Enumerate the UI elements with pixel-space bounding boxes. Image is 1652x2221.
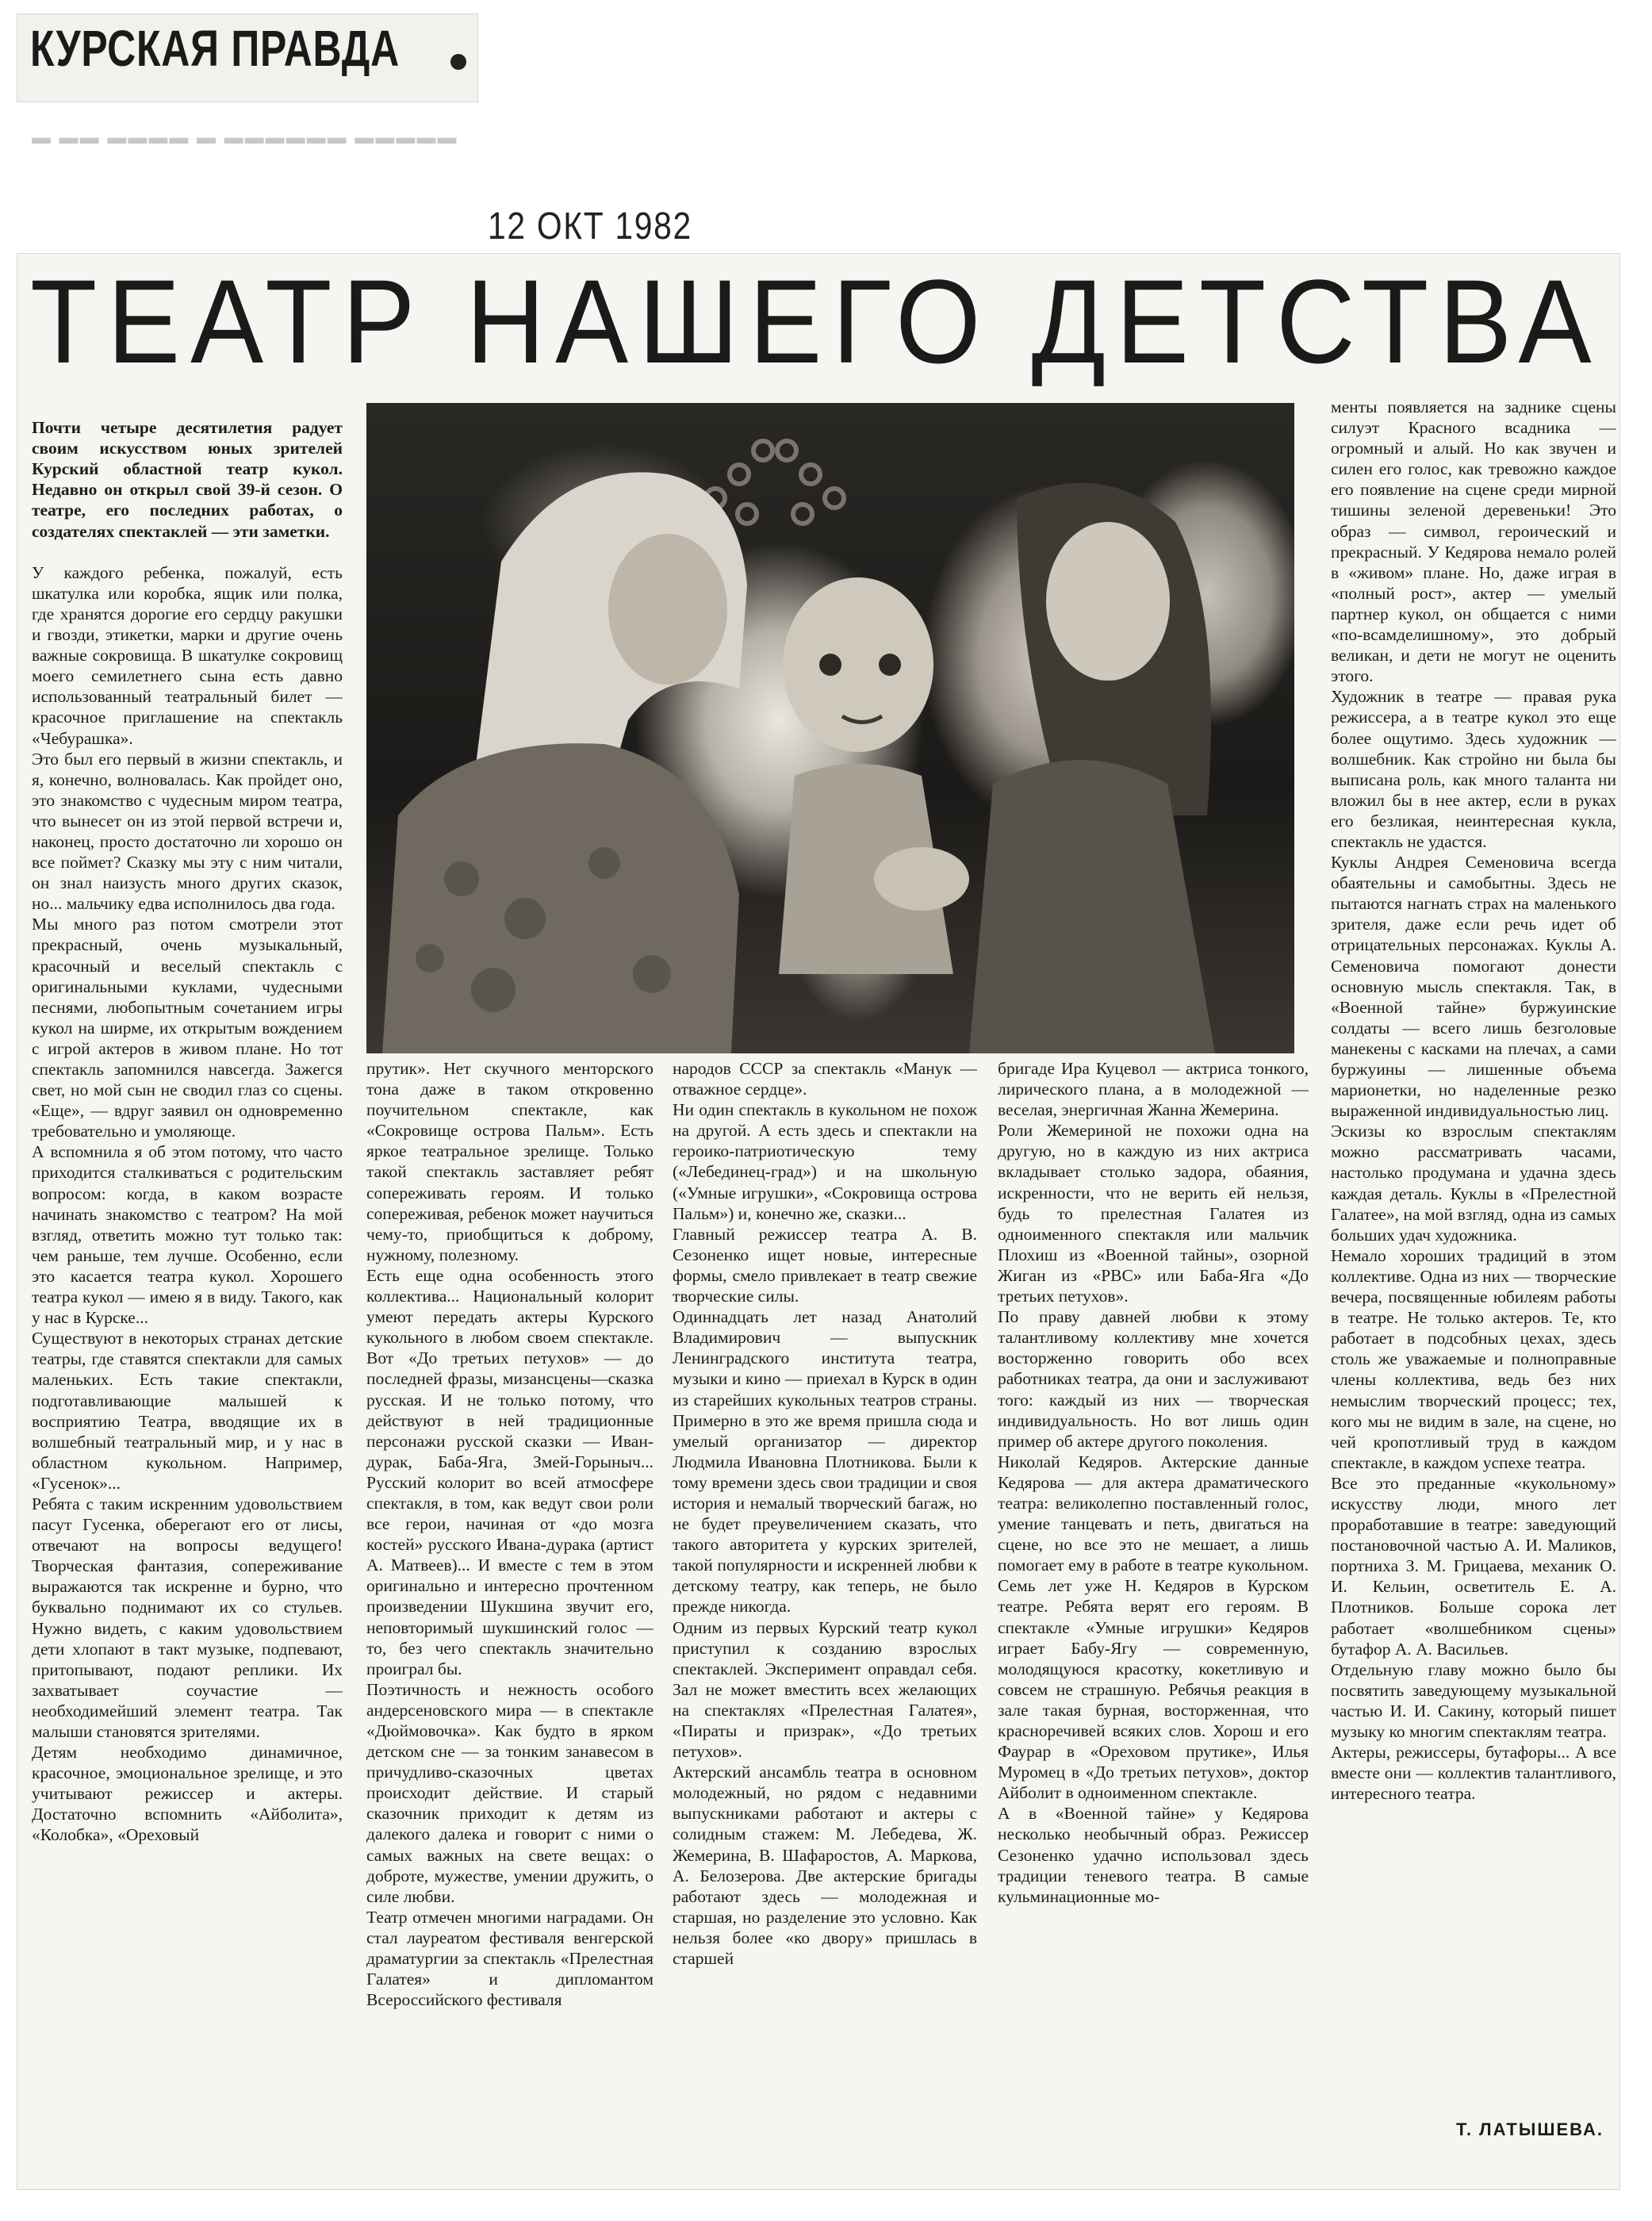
article-headline: ТЕАТР НАШЕГО ДЕТСТВА — [30, 255, 1602, 388]
author-signature: Т. ЛАТЫШЕВА. — [1456, 2119, 1604, 2139]
column-1-text: У каждого ребенка, пожалуй, есть шкатулка или коробка, ящик или полка, где хранятся дорогие его сердцу ракушки и гвозди, этикетки, марки и другие очень важные сокровища. В шкатулке сокровищ моего семилетнего сына есть давно использованный театральный билет — красочное приглашение на спектакль «Чебурашка». Это был его первый в жизни спектакль, и я, конечно, волновалась. Как пройдет оно, это знакомство с чудесным миром театра, что вынесет он из этой первой встречи и, наконец, просто достаточно ли хорошо он все поймет? Сказку мы эту с ним читали, он знал наизусть много других сказок, но... мальчику едва исполнилось два года. Мы много раз потом смотрели этот прекрасный, очень музыкальный, красочный и веселый спектакль с оригинальными куклами, чудесными песнями, любопытным сочетанием игры кукол на ширме, их открытым вождением с игрой актеров в живом плане. Но тот спектакль запомнился навсегда. Зажегся свет, но мой сын не сводил глаз со сцены. «Еще», — вдруг заявил он одновременно требовательно и умоляюще. А вспомнила я об этом потому, что часто приходится сталкиваться с родительским вопросом: когда, в каком возрасте начинать знакомство с театром? На мой взгляд, ответить можно тут только так: чем раньше, тем лучше. Особенно, если это касается театра кукол. Хорошего театра кукол — имею я в виду. Такого, как у нас в Курске... Существуют в некоторых странах детские театры, где ставятся спектакли для самых маленьких. Есть такие спектакли, подготавливающие малышей к восприятию Театра, вводящие их в волшебный театральный мир, и у нас в областном кукольном. Например, «Гусенок»... Ребята с таким искренним удовольствием пасут Гусенка, оберегают его от лисы, отвечают на вопросы ведущего! Творческая фантазия, сопереживание выражаются так искренне и бурно, что буквально поднимают их со стульев. Нужно видеть, с каким удовольствием дети хлопают в такт музыке, подпевают, притопывают, подают реплики. Их захватывает соучастие — необходимейший элемент театра. Так малыши становятся зрителями. Детям необходимо динамичное, красочное, эмоциональное зрелище, и это учитывают режиссер и актеры. Достаточно вспомнить «Айболита», «Колобка», «Ореховый — [32, 562, 343, 1845]
woman-face-left — [608, 534, 727, 685]
puppet-head — [783, 577, 933, 752]
show-through-text: ▬ ▬▬ ▬▬▬▬ ▬ ▬▬▬▬▬▬ ▬▬▬▬▬ — [32, 127, 458, 148]
article-photo — [366, 403, 1294, 1053]
masthead-bullet-icon — [450, 54, 466, 70]
article-column-4: бригаде Ира Куцевол — актриса тонкого, лирического плана, а в молодежной — веселая, энергичная Жанна Жемерина. Роли Жемериной не похожи одна на другую, но в каждую из них актриса вкладывает столько задора, обаяния, искренности, что не верить ей нельзя, будь то прелестная Галатея из одноименного спектакля или мальчик Плохиш из «Военной тайны», озорной Жиган из «РВС» или Баба-Яга «До третьих петухов». По праву давней любви к этому талантливому коллективу мне хочется восторженно говорить обо всех работниках театра, да они и заслуживают того: каждый из них — творческая индивидуальность. Но вот лишь один пример об актере другого поколения. Николай Кедяров. Актерские данные Кедярова — для актера драматического театра: великолепно поставленный голос, умение танцевать и петь, двигаться на сцене, но все это не мешает, а лишь помогает ему в работе в театре кукольном. Семь лет уже Н. Кедяров в Курском театре. Ребята верят его героям. В спектакле «Умные игрушки» Кедяров играет Бабу-Ягу — современную, молодящуюся красотку, кокетливую и совсем не страшную. Ребячья реакция в зале такая бурная, восторженная, что красноречивей всяких слов. Хорош и его Фаурар в «Ореховом прутике», Илья Муромец в «До третьих петухов», доктор Айболит в одноименном спектакле. А в «Военной тайне» у Кедярова несколько необычный образ. Режиссер Сезоненко удачно использовал здесь традиции теневого театра. В самые кульминационные мо- — [998, 1059, 1309, 1906]
article-column-2: прутик». Нет скучного менторского тона даже в таком откровенно поучительном спектакле, как «Сокровище острова Пальм». Есть яркое театральное зрелище. Только такой спектакль заставляет ребят сопереживать героям. И только сопереживая, ребенок может научиться чему-то, приобщиться к доброму, нужному, полезному. Есть еще одна особенность этого коллектива... Национальный колорит умеют передать актеры Курского кукольного в любом своем спектакле. Вот «До третьих петухов» — до последней фразы, мизансцены—сказка русская. И не только потому, что действуют в ней традиционные персонажи русской сказки — Иван-дурак, Баба-Яга, Змей-Горыныч... Русский колорит во всей атмосфере спектакля, в том, как ведут свои роли все герои, начиная от «до мозга костей» русского Ивана-дурака (артист А. Матвеев)... И вместе с тем в этом оригинально и интересно прочтенном произведении Шукшина звучит его, неповторимый шукшинский голос — то, без чего спектакль значительно проиграл бы. Поэтичность и нежность особого андерсеновского мира — в спектакле «Дюймовочка». Как будто в ярком детском сне — за тонким занавесом в причудливо-сказочных цветах происходит действие. И старый сказочник приходит к детям из далекого далека и говорит с ними о самых важных на свете вещах: о доброте, мужестве, умении дружить, о силе любви. Театр отмечен многими наградами. Он стал лауреатом фестиваля венгерской драматургии за спектакль «Прелестная Галатея» и дипломантом Всероссийского фестиваля — [366, 1059, 654, 2010]
article-column-3: народов СССР за спектакль «Манук — отважное сердце». Ни один спектакль в кукольном не похож на другой. А есть здесь и спектакли на героико-патриотическую тему («Лебединец-град») и на школьную («Умные игрушки», «Сокровища острова Пальм») и, конечно же, сказки... Главный режиссер театра А. В. Сезоненко ищет новые, интересные формы, смело привлекает в театр свежие творческие силы. Одиннадцать лет назад Анатолий Владимирович — выпускник Ленинградского института театра, музыки и кино — приехал в Курск в один из старейших кукольных театров страны. Примерно в это же время пришла сюда и умелый организатор — директор Людмила Ивановна Плотникова. Были к тому времени здесь свои традиции и своя история и немалый творческий багаж, но не будет преувеличением сказать, что такого авторитета у курских зрителей, такой популярности и искренней любви к детскому театру, как теперь, не было прежде никогда. Одним из первых Курский театр кукол приступил к созданию взрослых спектаклей. Эксперимент оправдал себя. Зал не может вместить всех желающих на спектаклях «Прелестная Галатея», «Пираты и призрак», «До третьих петухов». Актерский ансамбль театра в основном молодежный, но рядом с недавними выпускниками работают и актеры с солидным стажем: М. Лебедева, Ж. Жемерина, В. Шафаростов, А. Маркова, А. Белозерова. Две актерские бригады работают здесь — молодежная и старшая, но разделение это условно. Как нельзя более «ко двору» пришлась в старшей — [673, 1059, 977, 1969]
photo-illustration — [366, 403, 1294, 1053]
star-decoration-icon — [706, 441, 844, 524]
newspaper-name: КУРСКАЯ ПРАВДА — [30, 20, 400, 77]
date-stamp: 12 ОКТ 1982 — [488, 205, 692, 247]
article-column-5: менты появляется на заднике сцены силуэт Красного всадника — огромный и алый. Но как звучен и силен его голос, как тревожно каждое его появление на сцене среди мирной тишины зеленой деревеньки! Это образ — символ, героический и прекрасный. У Кедярова немало ролей в «живом» плане. Но, даже играя в «полный рост», актер — умелый партнер кукол, он общается с ними «по-всамделишному», это добрый великан, и дети не могут не оценить этого. Художник в театре — правая рука режиссера, а в театре кукол это еще более ощутимо. Здесь художник — волшебник. Как стройно ни была бы выписана роль, как много таланта ни вложил бы в нее актер, если в руках его безликая, неинтересная кукла, спектакль не удастся. Куклы Андрея Семеновича всегда обаятельны и самобытны. Здесь не пытаются нагнать страх на маленького зрителя, даже если речь идет об отрицательных персонажах. Куклы А. Семеновича помогают донести основную мысль спектакля. Так, в «Военной тайне» буржуинские солдаты — всего лишь безголовые манекены с касками на плечах, а сами буржуины — лишенные объема марионетки, но наделенные резко выраженной индивидуальностью лиц. Эскизы ко взрослым спектаклям можно рассматривать часами, настолько продумана и удачна здесь каждая деталь. Куклы в «Прелестной Галатее», на мой взгляд, одна из самых больших удач художника. Немало хороших традиций в этом коллективе. Одна из них — творческие вечера, посвященные юбилеям работы в театре. Не только актеров. Те, кто работает в подсобных цехах, здесь столь же уважаемые и полноправные члены коллектива, ведь без них немыслим творческий процесс; тех, кого мы не видим в зале, на сцене, но чей кропотливый труд в каждом спектакле, в каждом успехе театра. Все это преданные «кукольному» искусству люди, много лет проработавшие в театре: заведующий постановочной частью А. И. Маликов, портниха З. М. Грицаева, механик О. И. Кельин, осветитель Е. А. Плотников. Больше сорока лет работает «волшебником сцены» бутафор А. А. Васильев. Отдельную главу можно было бы посвятить заведующему музыкальной частью И. И. Сакину, который пишет музыку ко многим спектаклям театра. Актеры, режиссеры, бутафоры... А все вместе они — коллектив талантливого, интересного театра. — [1331, 397, 1616, 1804]
woman-face-right — [1046, 522, 1170, 681]
hands — [874, 847, 969, 911]
article-column-1 — [32, 397, 343, 2173]
article-lead: Почти четыре десятилетия радует своим искусством юных зрителей Курский областной театр кукол. Недавно он открыл свой 39-й сезон. О театре, его последних работах, о создателях спектаклей — эти заметки. — [32, 418, 343, 541]
patterned-dress-left — [382, 743, 739, 1053]
